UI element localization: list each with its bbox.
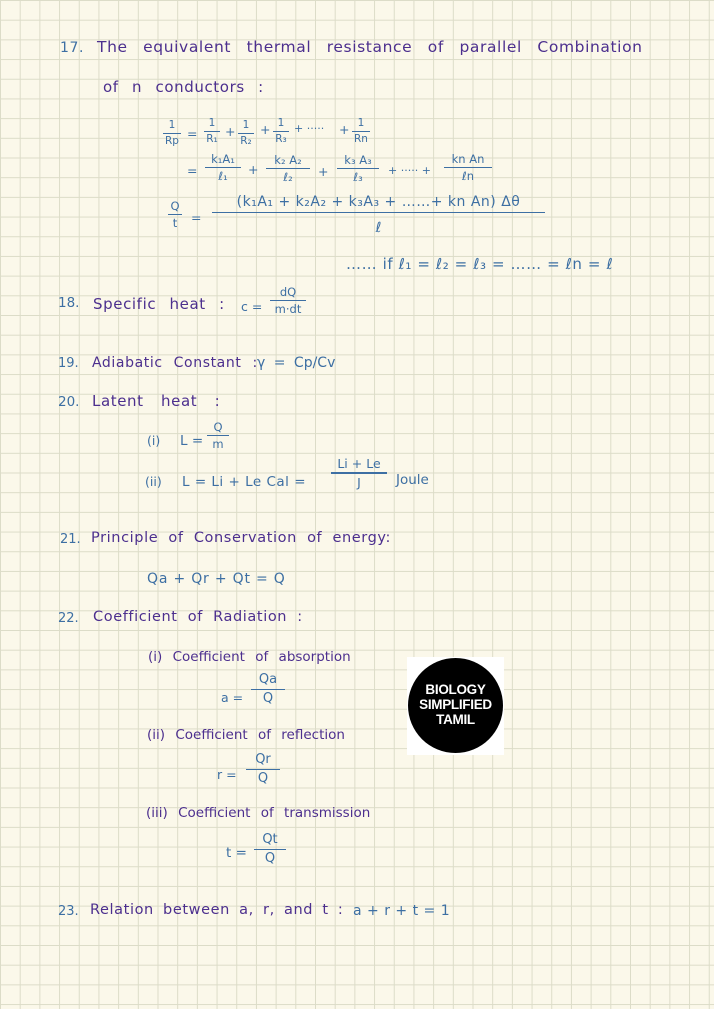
denominator: Rn [354,133,368,146]
fraction [331,457,387,489]
plus-sign: + [339,122,350,137]
numerator: 1 [357,117,365,129]
numerator: k₂ A₂ [274,153,302,167]
fraction [212,195,545,236]
equals-sign: = [187,126,198,141]
ellipsis: + ····· [294,122,325,135]
numerator: 1 [208,117,216,129]
numerator: 1 [277,117,285,129]
fraction [270,286,306,316]
fraction [246,753,280,786]
fraction [238,120,254,147]
ellipsis: + ····· + [388,164,431,177]
plus-sign: + [260,122,271,137]
fraction-bar [254,849,286,850]
item-18-title: Specific heat : [93,295,225,313]
numerator: Li + Le [337,456,381,471]
numerator: Q [213,420,223,434]
plus-sign: + [318,164,329,179]
denominator: Rp [165,135,179,148]
denominator: Q [264,851,276,867]
fraction [251,673,285,706]
item-20-i-label: (i) [147,433,161,448]
fraction-bar [205,167,241,168]
denominator: Q [257,771,269,787]
equals-sign: = [191,210,202,225]
plus-sign: + [248,162,259,177]
fraction [207,421,229,451]
item-23-title: Relation between a, r, and t : [90,902,344,918]
item-19-formula: γ = Cp/Cv [257,355,336,371]
item-17-title-line1: The equivalent thermal resistance of parallel Combination [97,38,643,56]
numerator: kn An [451,152,485,166]
fraction-bar [204,131,220,132]
item-20-ii-label: (ii) [145,474,162,489]
denominator: R₁ [206,133,218,146]
fraction [444,153,492,183]
logo-line3: TAMIL [436,711,475,727]
logo-line1: BIOLOGY [425,682,486,698]
fraction [163,120,181,147]
logo-line2: SIMPLIFIED [419,697,492,713]
channel-logo [407,657,504,755]
fraction-bar [331,472,387,473]
item-21-title: Principle of Conservation of energy: [91,530,392,546]
fraction-bar [352,131,370,132]
item-22-ii-lhs: r = [217,767,237,782]
fraction-bar [251,689,285,690]
item-22-iii-lhs: t = [226,845,247,861]
denominator: Q [262,691,274,707]
item-20-i-lhs: L = [180,433,204,449]
item-22-i-lhs: a = [221,690,244,705]
equals-sign: = [187,163,198,178]
numerator: 1 [242,119,250,131]
denominator: R₂ [240,135,252,148]
denominator: ℓ₁ [218,169,228,184]
numerator: 1 [168,119,176,131]
item-21-number: 21. [60,532,81,547]
fraction-bar [207,435,229,436]
item-22-iii-title: (iii) Coefficient of transmission [146,805,371,821]
fraction [352,118,370,145]
item-22-ii-title: (ii) Coefficient of reflection [147,727,345,743]
fraction-bar [163,133,181,134]
fraction [254,833,286,866]
fraction [337,154,379,184]
fraction-bar [168,214,182,215]
denominator: m [212,437,224,452]
numerator: (k₁A₁ + k₂A₂ + k₃A₃ + ……+ kn An) Δθ [236,194,521,210]
fraction-bar [246,769,280,770]
numerator: k₃ A₃ [344,153,372,167]
item-22-i-title: (i) Coefficient of absorption [148,649,351,665]
item-21-formula: Qa + Qr + Qt = Q [147,571,286,587]
item-23-formula: a + r + t = 1 [353,903,451,919]
item-19-number: 19. [58,356,79,371]
numerator: Qa [258,672,278,687]
item-20-ii-expr: L = Li + Le Cal = [182,474,307,490]
item-19-title: Adiabatic Constant : [92,355,258,371]
logo-circle [408,658,503,753]
fraction-bar [270,300,306,301]
item-17-title-line2: of n conductors : [103,78,264,96]
fraction-bar [273,131,289,132]
item-17-number: 17. [60,40,85,56]
numerator: k₁A₁ [211,152,235,166]
item-20-title: Latent heat : [92,392,221,410]
fraction [273,118,289,145]
condition: …… if ℓ₁ = ℓ₂ = ℓ₃ = …… = ℓn = ℓ [346,255,614,273]
fraction [205,153,241,183]
fraction [204,118,220,145]
item-23-number: 23. [58,904,79,919]
denominator: ℓn [461,169,475,184]
fraction-bar [444,167,492,168]
denominator: ℓ [375,220,382,237]
fraction-bar [238,133,254,134]
plus-sign: + [225,124,236,139]
denominator: ℓ₂ [283,170,293,185]
item-22-title: Coefficient of Radiation : [93,609,303,625]
fraction-bar [266,168,310,169]
denominator: J [357,474,361,490]
denominator: R₃ [275,133,287,146]
denominator: m·dt [274,302,302,317]
item-18-lhs: c = [241,299,263,314]
numerator: Qr [255,752,271,767]
fraction [266,154,310,184]
fraction [168,200,182,230]
numerator: dQ [279,285,297,299]
item-18-number: 18. [58,295,80,311]
numerator: Q [170,199,180,213]
fraction-bar [212,212,545,213]
item-22-number: 22. [58,611,79,626]
numerator: Qt [262,832,278,847]
denominator: t [172,216,178,231]
item-20-number: 20. [58,394,80,410]
denominator: ℓ₃ [353,170,363,185]
fraction-bar [337,168,379,169]
item-20-ii-unit: Joule [396,472,429,488]
